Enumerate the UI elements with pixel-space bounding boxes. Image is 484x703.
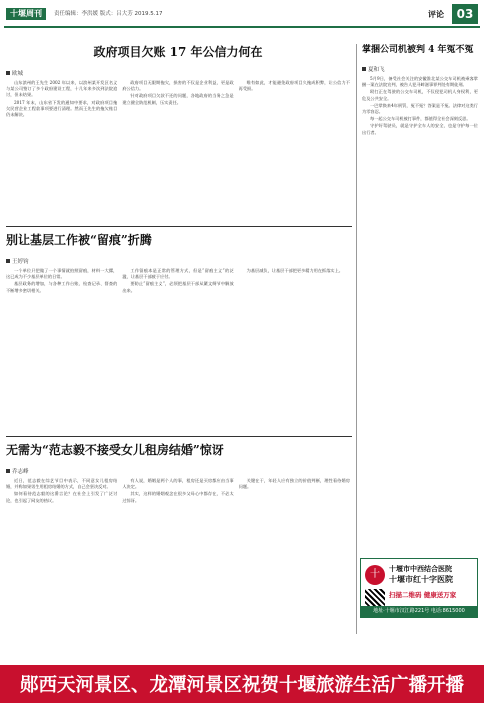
article-separator xyxy=(6,226,352,227)
paragraph: 唯有如此，才能避免政府项目久拖成积弊，让公信力不再受损。 xyxy=(238,80,350,92)
paragraph: 要防止“留痕主义”，必须把基层干部从繁文缛节中解放出来。 xyxy=(122,281,234,293)
body-column xyxy=(6,268,117,438)
paragraph: 为基层减负，让基层干部把更多精力用在抓落实上。 xyxy=(246,268,343,273)
paragraph: 5月9日，备受社会关注的安徽淮北某公交车司机被乘客掌捆一案在法院宣判，被告人犯寻衅滋事罪判处有期徒刑。 xyxy=(362,76,478,88)
ad-address: 地址·十堰市汉江路221号 电话:8615000 xyxy=(361,606,477,617)
paragraph: 基层政务的增加，与各种工作台账、检查记录、督查的不断增多密切相关。 xyxy=(6,281,118,293)
section-tag: 评论 xyxy=(428,10,444,19)
paragraph: 一巴掌换来4年刑罚，冤不冤？答案是不冤。法律对这类行为零容忍。 xyxy=(362,102,478,115)
body-column xyxy=(122,268,233,438)
paragraph: 其实，这样的婚姻观念在很多父母心中都存在，不必太过惊讶。 xyxy=(122,491,234,503)
body-column xyxy=(239,80,350,225)
byline-author: 乔志峰 xyxy=(12,469,29,475)
article-byline xyxy=(6,69,23,77)
body-column xyxy=(122,80,233,225)
article-headline: 政府项目欠账 17 年公信力何在 xyxy=(93,45,263,59)
article-byline xyxy=(362,65,385,73)
paragraph: 一个单位只把做了一个事情就拍照留痕，材料一大摞，这已成为不少基层单位的日常。 xyxy=(6,268,118,280)
paragraph: 近日，范志毅在综艺节目中表示，不同意女儿租房结婚，并称如果男生用租房结婚的方式，自己会坚决反对。 xyxy=(6,478,118,490)
column-divider xyxy=(356,44,357,634)
article-body xyxy=(6,478,350,663)
paragraph: 政府项目无限期拖欠，损害的不仅是企业利益，更是政府公信力。 xyxy=(122,80,234,92)
article-byline xyxy=(6,467,29,475)
header-rule xyxy=(4,26,480,28)
hospital-ad[interactable] xyxy=(360,558,478,618)
byline-mark-icon xyxy=(362,67,366,71)
paragraph: 有人说，婚姻是两个人的事，租房还是买房都应由当事人决定。 xyxy=(122,478,234,490)
article-separator xyxy=(6,436,352,437)
bottom-banner-ad xyxy=(0,665,484,703)
body-column xyxy=(239,478,350,663)
byline-author: 夏和飞 xyxy=(368,67,385,73)
article-body xyxy=(6,80,350,225)
article-body xyxy=(362,76,478,556)
paragraph: 工作留痕本是正常的管理方式，但是“留痕主义”的泛滥，让基层干部疲于应付。 xyxy=(122,268,234,280)
byline-mark-icon xyxy=(6,469,10,473)
article-headline: 掌捆公司机被判 4 年冤不冤 xyxy=(362,45,474,55)
paragraph: 如何看待范志毅的这番言论？在社会上引发了广泛讨论，也引起了网友的热议。 xyxy=(6,491,118,503)
article-government-debt xyxy=(6,44,350,222)
paragraph: 山东滨州的王先生 2002 年以来，以滨州某开发区名义与某公司签订了多个政府建设工程，十几年来多次到法院追讨，但未结果。 xyxy=(6,80,118,98)
paragraph: 针对政府项目欠款不还的问题，各地政府的当务之急是建立健全防范机制，压实责任。 xyxy=(122,93,234,105)
banner-text: 郧西天河景区、龙潭河景区祝贺十堰旅游生活广播开播 xyxy=(19,675,464,696)
article-bus-driver xyxy=(362,44,478,552)
article-byline xyxy=(6,257,29,265)
byline-author: 欧城 xyxy=(12,71,24,77)
body-column xyxy=(6,478,117,663)
byline-mark-icon xyxy=(6,71,10,75)
paragraph: 2017 年末，山东省下发的通知中要求，对政府项目拖欠民营企业工程款事项要进行清理。然而王先生的拖欠账目仍未解决。 xyxy=(6,99,118,118)
masthead: 十堰周刊 xyxy=(6,8,46,20)
ad-hospital-name: 十堰市中西结合医院 xyxy=(389,564,452,573)
article-headline: 无需为“范志毅不接受女儿租房结婚”惊讶 xyxy=(6,443,224,457)
ad-slogan: 扫描二维码 健康送万家 xyxy=(389,591,457,599)
article-fan-zhiyi xyxy=(6,442,350,660)
article-headline: 别让基层工作被“留痕”折腾 xyxy=(6,233,152,247)
article-trace-work xyxy=(6,232,350,432)
byline-mark-icon xyxy=(6,259,10,263)
page-header xyxy=(0,0,484,40)
paragraph: 每一起公交车司机被打事件，都值得全社会深刻反思。 xyxy=(370,116,471,122)
red-cross-logo-icon: 十 xyxy=(365,565,385,585)
body-column xyxy=(122,478,233,663)
paragraph: 殴打正在驾驶的公交车司机，不仅侵犯司机人身权利，更危及公共安全。 xyxy=(362,89,478,101)
byline-author: 王婷钧 xyxy=(12,259,29,265)
article-body xyxy=(6,268,350,438)
paragraph: 关键在于，年轻人应有独立的价值判断，理性看待婚房问题。 xyxy=(238,478,350,490)
paragraph: 守护好驾驶员，就是守护全车人的安全，也是守护每一位出行者。 xyxy=(362,123,478,135)
editor-meta: 责任编辑：李洪媛 版式：吕大芳 2019.5.17 xyxy=(54,11,163,17)
body-column xyxy=(239,268,350,438)
ad-hospital-name-secondary: 十堰市红十字医院 xyxy=(389,574,453,584)
page-number: 03 xyxy=(452,4,478,24)
body-column xyxy=(6,80,117,225)
